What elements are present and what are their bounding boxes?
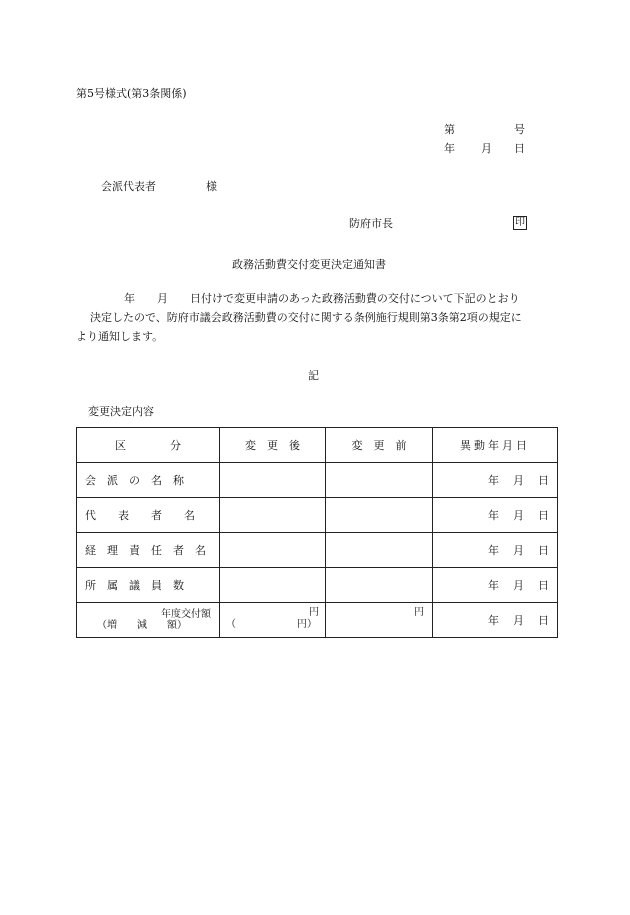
date-month: 月	[481, 142, 492, 155]
table-row	[77, 498, 558, 533]
header-category: 区 分	[77, 428, 220, 463]
date-year: 年	[444, 142, 455, 155]
cell-after[interactable]	[220, 498, 326, 533]
cell-date[interactable]: 年 月 日	[433, 463, 558, 498]
cell-before[interactable]	[326, 498, 433, 533]
date-day: 日	[514, 142, 525, 155]
change-table	[76, 427, 558, 638]
issuer-title: 防府市長	[349, 217, 393, 230]
cell-date[interactable]: 年 月 日	[433, 533, 558, 568]
header-before: 変 更 前	[326, 428, 433, 463]
row-label: 会 派 の 名 称	[77, 463, 220, 498]
table-row	[77, 568, 558, 603]
cell-after[interactable]	[220, 533, 326, 568]
row-label-amount: 年度交付額 （増 減 額）	[77, 603, 220, 638]
document-title: 政務活動費交付変更決定通知書	[232, 258, 386, 271]
section-label: 変更決定内容	[88, 405, 154, 418]
header-change-date: 異動年月日	[433, 428, 558, 463]
cell-before[interactable]	[326, 568, 433, 603]
cell-before[interactable]	[326, 533, 433, 568]
addressee-honorific: 様	[206, 180, 217, 193]
row-label: 所 属 議 員 数	[77, 568, 220, 603]
cell-before-amount[interactable]: 円	[326, 603, 433, 638]
table-row	[77, 463, 558, 498]
row-label: 経 理 責 任 者 名	[77, 533, 220, 568]
body-line-1: 年 月 日付けで変更申請のあった政務活動費の交付について下記のとおり	[124, 292, 520, 305]
body-line-3: より通知します。	[76, 330, 164, 343]
seal-stamp: 印	[515, 217, 525, 228]
table-row	[77, 603, 558, 638]
row-label: 代 表 者 名	[77, 498, 220, 533]
table-row	[77, 533, 558, 568]
cell-after-amount[interactable]: 円 （ 円）	[220, 603, 326, 638]
cell-before[interactable]	[326, 463, 433, 498]
addressee-label: 会派代表者	[101, 180, 156, 193]
header-after: 変 更 後	[220, 428, 326, 463]
cell-date[interactable]: 年 月 日	[433, 568, 558, 603]
cell-after[interactable]	[220, 463, 326, 498]
cell-after[interactable]	[220, 568, 326, 603]
table-header-row	[77, 428, 558, 463]
doc-no-prefix: 第	[444, 123, 455, 136]
form-number: 第5号様式(第3条関係)	[76, 87, 187, 100]
cell-date[interactable]: 年 月 日	[433, 603, 558, 638]
cell-date[interactable]: 年 月 日	[433, 498, 558, 533]
doc-no-suffix: 号	[514, 123, 525, 136]
body-line-2: 決定したので、防府市議会政務活動費の交付に関する条例施行規則第3条第2項の規定に	[90, 311, 522, 324]
ki-heading: 記	[308, 369, 319, 382]
